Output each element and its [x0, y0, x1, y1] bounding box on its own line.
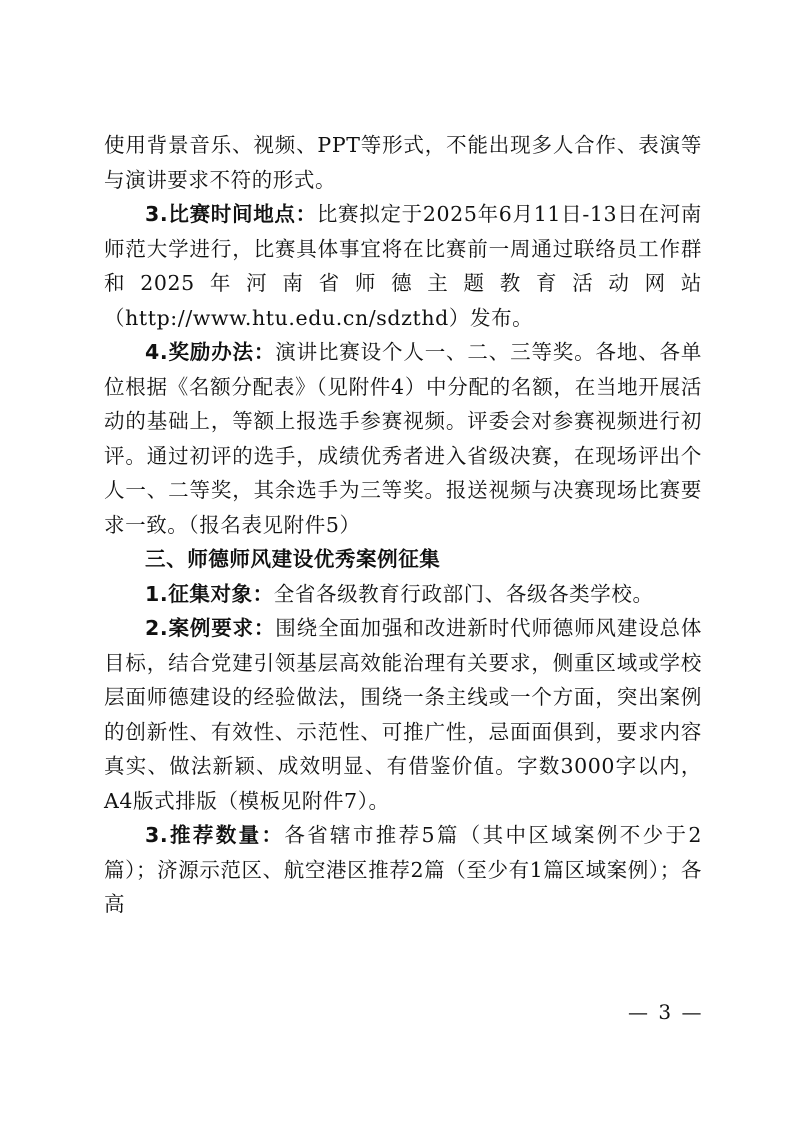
- target-paragraph: [104, 577, 702, 612]
- time-location-text: 比赛拟定于2025年6月11日-13日在河南师范大学进行，比赛具体事宜将在比赛前一周通过联络员工作群和2025年河南省师德主题教育活动网站（http://www.htu.edu.cn/sdzthd）发布。: [104, 202, 703, 330]
- quantity-paragraph: [104, 818, 702, 922]
- award-lead: 4.奖励办法：: [145, 340, 276, 364]
- requirements-lead: 2.案例要求：: [145, 616, 276, 640]
- award-paragraph: [104, 335, 702, 542]
- requirements-paragraph: [104, 611, 702, 818]
- time-location-lead: 3.比赛时间地点：: [145, 202, 317, 226]
- requirements-text: 围绕全面加强和改进新时代师德师风建设总体目标，结合党建引领基层高效能治理有关要求，侧重区域或学校层面师德建设的经验做法，围绕一条主线或一个方面，突出案例的创新性、有效性、示范性、可推广性，忌面面俱到，要求内容真实、做法新颖、成效明显、有借鉴价值。字数3000字以内，A4版式排版（模板见附件7）。: [104, 616, 702, 813]
- target-text: 全省各级教育行政部门、各级各类学校。: [273, 581, 654, 606]
- award-text: 演讲比赛设个人一、二、三等奖。各地、各单位根据《名额分配表》（见附件4）中分配的名额，在当地开展活动的基础上，等额上报选手参赛视频。评委会对参赛视频进行初评。通过初评的选手，成绩优秀者进入省级决赛，在现场评出个人一、二等奖，其余选手为三等奖。报送视频与决赛现场比赛要求一致。（报名表见附件5）: [104, 340, 702, 537]
- time-location-paragraph: [104, 197, 702, 335]
- section-heading: 三、师德师风建设优秀案例征集: [145, 547, 441, 571]
- page-number: — 3 —: [628, 1000, 704, 1024]
- target-lead: 1.征集对象：: [145, 581, 274, 606]
- quantity-text: 各省辖市推荐5篇（其中区域案例不少于2篇）；济源示范区、航空港区推荐2篇（至少有1篇区域案例）；各高: [104, 823, 702, 916]
- quantity-lead: 3.推荐数量：: [145, 823, 285, 847]
- continuation-paragraph: 使用背景音乐、视频、PPT等形式，不能出现多人合作、表演等与演讲要求不符的形式。: [104, 133, 702, 192]
